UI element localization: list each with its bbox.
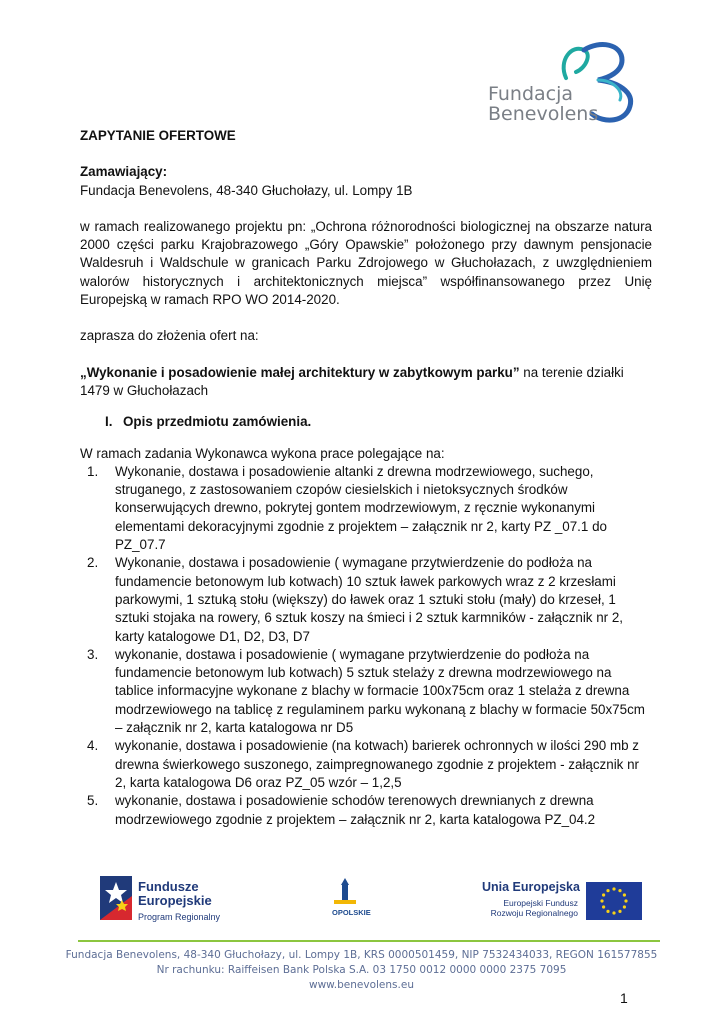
orderer-value: Fundacja Benevolens, 48-340 Głuchołazy, ul. Lompy 1B [80, 182, 413, 198]
list-item-number: 1. [87, 463, 99, 479]
section-heading [105, 413, 652, 431]
eu-subtitle-line-2: Rozwoju Regionalnego [490, 908, 578, 918]
opolskie-logo [320, 878, 390, 928]
eu-subtitle-line-1: Europejski Fundusz [503, 898, 578, 908]
list-item [80, 792, 652, 829]
list-item-text: wykonanie, dostawa i posadowienie schodów terenowych drewnianych z drewna modrzewiowego zgodnie z projektem – załącznik nr 2, karta katalogowa PZ_04.2 [115, 793, 596, 827]
opolskie-tower-icon [330, 878, 360, 908]
fe-line-2: Europejskie [138, 893, 212, 908]
list-item [80, 463, 652, 554]
page-number: 1 [620, 990, 628, 1006]
section-title: Opis przedmiotu zamówienia. [123, 414, 312, 430]
eu-subtitle [482, 898, 578, 918]
list-item [80, 554, 652, 645]
footer-address: Fundacja Benevolens, 48-340 Głuchołazy, ul. Lompy 1B, KRS 0000501459, NIP 7532434033, REGON 161577855 [65, 949, 658, 961]
list-item-text: wykonanie, dostawa i posadowienie ( wymagane przytwierdzenie do podłoża na fundamencie betonowym lub kotwach) 5 sztuk stelaży z drewna modrzewiowego na tablice informacyjne wykonane z blachy w formacie 100x75cm oraz 1 stelaża z drewna modrzewiowego na tablicę z regulaminem parku wykonaną z blachy w formacie 50x75cm – załącznik nr 2, karta katalogowa nr D5 [115, 646, 645, 736]
list-item [80, 737, 652, 792]
list-item [80, 646, 652, 737]
project-intro: w ramach realizowanego projektu pn: „Ochrona różnorodności biologicznej na obszarze natura 2000 części parku Krajobrazowego „Góry Opawskie” położonego przy dawnym pensjonacie Waldesruh i Waldschule w granicach Parku Zdrojowego w Głuchołazach, z uwzględnieniem walorów historycznych i architektonicznych miejsca” współfinansowanego przez Unię Europejską w ramach RPO WO 2014-2020. [80, 218, 652, 308]
items-intro: W ramach zadania Wykonawca wykona prace polegające na: [80, 445, 445, 461]
logo-line-1: Fundacja [488, 83, 574, 105]
fundusze-europejskie-logo [100, 872, 250, 928]
fe-subtitle: Program Regionalny [138, 912, 221, 922]
work-items-list [80, 463, 652, 829]
list-item-number: 5. [87, 793, 99, 809]
fe-line-1: Fundusze [138, 879, 199, 894]
logo-wordmark [488, 84, 598, 124]
page-footer [0, 948, 723, 993]
order-subject-bold: „Wykonanie i posadowienie małej architektury w zabytkowym parku” [80, 364, 520, 380]
fundacja-benevolens-logo [488, 38, 658, 130]
footer-website: www.benevolens.eu [309, 979, 414, 991]
list-item-text: Wykonanie, dostawa i posadowienie altanki z drewna modrzewiowego, suchego, struganego, z zastosowaniem czopów ciesielskich i nietoksycznych środków konserwujących drewno, pokrytej gontem modrzewiowym, z ręcznie wykonanymi elementami dekoracyjnymi zgodnie z projektem – załącznik nr 2, karty PZ _07.1 do PZ_07.7 [115, 463, 607, 553]
footer-bank-account: Nr rachunku: Raiffeisen Bank Polska S.A. 03 1750 0012 0000 0000 2375 7095 [156, 964, 567, 976]
order-subject [80, 364, 652, 401]
document-title: ZAPYTANIE OFERTOWE [80, 128, 236, 143]
eu-stars-icon [586, 882, 642, 920]
orderer-label: Zamawiający: [80, 164, 168, 180]
fe-title [138, 880, 212, 908]
list-item-text: Wykonanie, dostawa i posadowienie ( wymagane przytwierdzenie do podłoża na fundamencie betonowym lub kotwach) 10 sztuk ławek parkowych wraz z 2 krzesłami parkowymi, 1 sztuką stołu (większy) do ławek oraz 1 sztuki stołu (mały) do krzeseł, 1 sztuki stojaka na rowery, 6 sztuk koszy na śmieci i 2 sztuk karmników - załącznik nr 2, karty katalogowe D1, D2, D3, D7 [115, 555, 624, 644]
fundusze-europejskie-icon [100, 876, 132, 920]
list-item-number: 3. [87, 646, 99, 662]
section-number: I. [105, 414, 113, 430]
funding-logos [0, 868, 723, 928]
list-item-number: 4. [87, 738, 99, 754]
logo-line-2: Benevolens [488, 103, 599, 125]
list-item-number: 2. [87, 555, 99, 571]
document-body [80, 127, 652, 829]
eu-title: Unia Europejska [482, 880, 580, 894]
eu-flag-icon [586, 882, 642, 920]
list-item-text: wykonanie, dostawa i posadowienie (na kotwach) barierek ochronnych w ilości 290 mb z drewna świerkowego suszonego, zaimpregnowanego zgodnie z projektem - załącznik nr 2, karta katalogowa D6 oraz PZ_05 wzór – 1,2,5 [115, 738, 640, 790]
unia-europejska-logo [482, 880, 662, 928]
order-subject-rest: na terenie działki 1479 w Głuchołazach [80, 364, 624, 398]
opolskie-label: OPOLSKIE [332, 908, 371, 917]
footer-divider [78, 940, 660, 942]
invite-text: zaprasza do złożenia ofert na: [80, 328, 259, 344]
